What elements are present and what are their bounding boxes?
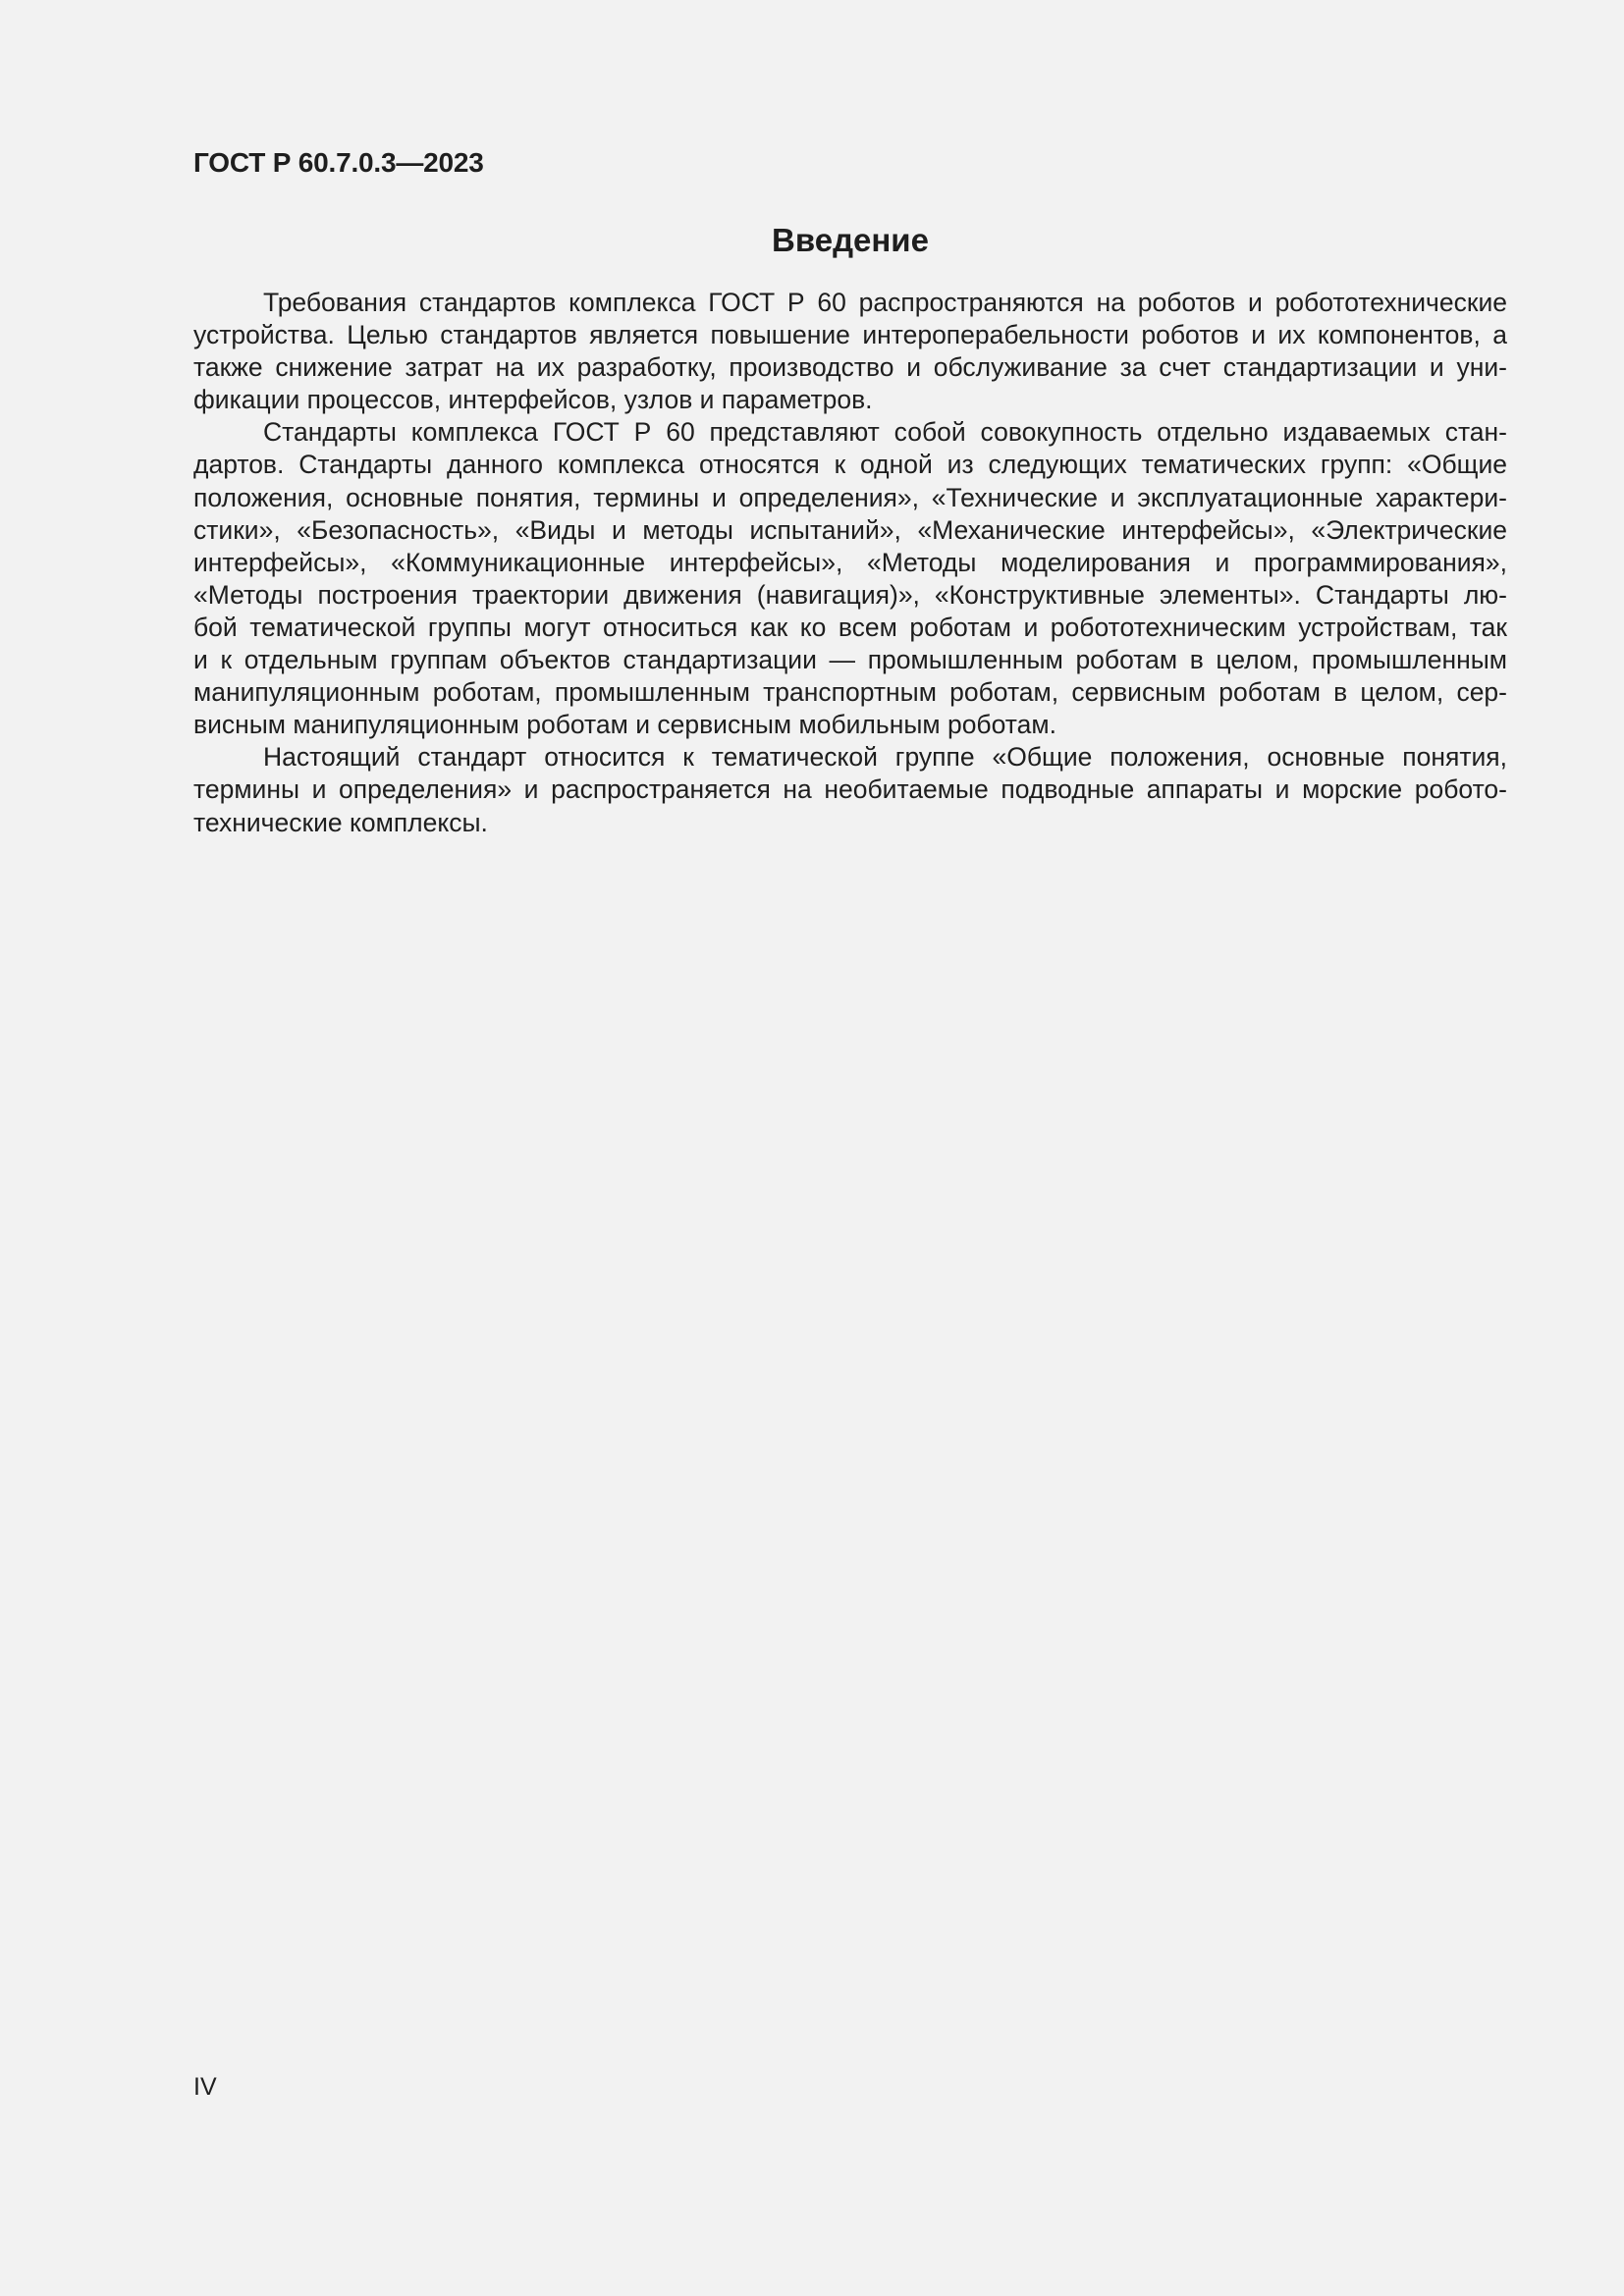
- section-title: Введение: [772, 222, 929, 258]
- text-line: фикации процессов, интерфейсов, узлов и параметров.: [193, 385, 873, 415]
- text-line: манипуляционным роботам, промышленным транспортным роботам, сервисным роботам в целом, сер-: [193, 677, 1507, 708]
- paragraph-1: [193, 287, 1507, 416]
- text-line: «Методы построения траектории движения (навигация)», «Конструктивные элементы». Стандарты лю-: [193, 579, 1507, 610]
- text-line: технические комплексы.: [193, 807, 488, 837]
- text-line: дартов. Стандарты данного комплекса относятся к одной из следующих тематических групп: «Общие: [193, 450, 1507, 480]
- text-line: Настоящий стандарт относится к тематической группе «Общие положения, основные понятия,: [263, 742, 1507, 773]
- text-line: висным манипуляционным роботам и сервисным мобильным роботам.: [193, 710, 1056, 740]
- text-line: положения, основные понятия, термины и определения», «Технические и эксплуатационные характери-: [193, 482, 1507, 512]
- text-line: термины и определения» и распространяется на необитаемые подводные аппараты и морские робото-: [193, 774, 1507, 805]
- text-line: и к отдельным группам объектов стандартизации — промышленным роботам в целом, промышленным: [193, 645, 1507, 675]
- text-line: также снижение затрат на их разработку, производство и обслуживание за счет стандартизации и уни-: [193, 352, 1507, 383]
- page-number: IV: [193, 2073, 217, 2101]
- text-line: интерфейсы», «Коммуникационные интерфейсы», «Методы моделирования и программирования»,: [193, 547, 1507, 577]
- paragraph-3: [193, 741, 1507, 838]
- document-code-header: ГОСТ Р 60.7.0.3—2023: [193, 147, 484, 178]
- text-line: устройства. Целью стандартов является повышение интероперабельности роботов и их компонентов, а: [193, 320, 1507, 350]
- text-line: бой тематической группы могут относиться как ко всем роботам и робототехническим устройствам, так: [193, 612, 1507, 642]
- text-line: Требования стандартов комплекса ГОСТ Р 60 распространяются на роботов и робототехнические: [263, 288, 1507, 317]
- introduction-body: [193, 287, 1507, 839]
- text-line: стики», «Безопасность», «Виды и методы испытаний», «Механические интерфейсы», «Электрические: [193, 514, 1507, 545]
- paragraph-2: [193, 416, 1507, 741]
- text-line: Стандарты комплекса ГОСТ Р 60 представляют собой совокупность отдельно издаваемых стан-: [263, 417, 1507, 448]
